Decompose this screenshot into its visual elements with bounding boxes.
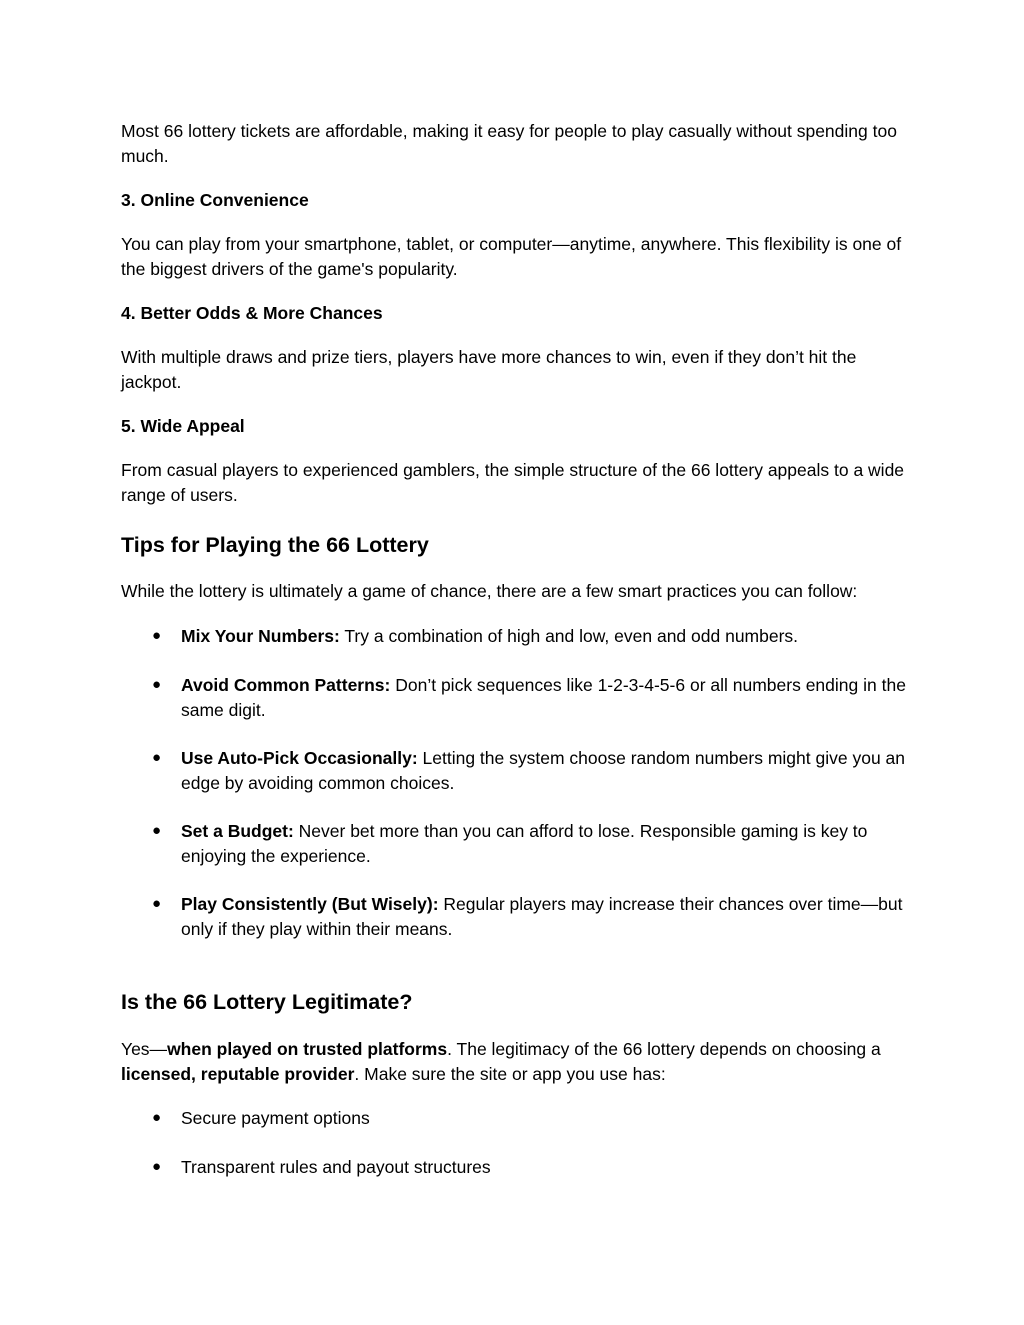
tip-text: Don’t pick sequences like 1-2-3-4-5-6 or all numbers ending in the same digit.	[181, 675, 906, 720]
section-body-wide-appeal: From casual players to experienced gamblers, the simple structure of the 66 lottery appeals to a wide range of users.	[121, 460, 905, 505]
section-heading-better-odds: 4. Better Odds & More Chances	[121, 303, 383, 323]
legit-item-secure-payment: Secure payment options	[181, 1108, 370, 1128]
legit-text-3: . Make sure the site or app you use has:	[354, 1063, 666, 1084]
legit-text-2: . The legitimacy of the 66 lottery depends on choosing a	[447, 1039, 881, 1059]
section-body-online-convenience: You can play from your smartphone, tablet, or computer—anytime, anywhere. This flexibility is one of the biggest drivers of the game's popularity.	[121, 234, 902, 279]
section-heading-wide-appeal: 5. Wide Appeal	[121, 416, 245, 436]
tip-label: Set a Budget:	[181, 821, 294, 841]
bullet-icon: ●	[152, 749, 162, 766]
tip-item-set-budget	[181, 819, 911, 868]
tip-item-play-consistently	[181, 892, 911, 941]
tip-text: Regular players may increase their chances over time—but only if they play within their means.	[181, 894, 903, 939]
section-heading-online-convenience: 3. Online Convenience	[121, 190, 309, 210]
tip-text: Try a combination of high and low, even and odd numbers.	[339, 626, 799, 646]
legit-bold-1: when played on trusted platforms	[167, 1039, 448, 1059]
legit-bold-2: licensed, reputable provider	[121, 1063, 355, 1084]
tip-label: Mix Your Numbers:	[181, 626, 340, 646]
tip-text: Letting the system choose random numbers might give you an edge by avoiding common choices.	[181, 748, 905, 793]
tip-label: Play Consistently (But Wisely):	[181, 894, 439, 914]
tip-label: Avoid Common Patterns:	[181, 675, 391, 695]
legit-paragraph	[121, 1037, 911, 1086]
bullet-icon: ●	[152, 895, 162, 912]
intro-paragraph: Most 66 lottery tickets are affordable, making it easy for people to play casually without spending too much.	[121, 121, 897, 166]
bullet-icon: ●	[152, 822, 162, 839]
legit-text-1: Yes—	[121, 1039, 168, 1059]
tip-item-mix-numbers	[181, 624, 911, 649]
section-body-better-odds: With multiple draws and prize tiers, players have more chances to win, even if they don’t hit the jackpot.	[121, 347, 857, 392]
tip-label: Use Auto-Pick Occasionally:	[181, 748, 418, 768]
tip-text: Never bet more than you can afford to lose. Responsible gaming is key to enjoying the experience.	[181, 821, 868, 866]
bullet-icon: ●	[152, 676, 162, 693]
bullet-icon: ●	[152, 1109, 162, 1126]
bullet-icon: ●	[152, 627, 162, 644]
legit-heading: Is the 66 Lottery Legitimate?	[121, 990, 413, 1014]
tips-intro: While the lottery is ultimately a game of chance, there are a few smart practices you can follow:	[121, 581, 858, 601]
bullet-icon: ●	[152, 1158, 162, 1175]
tips-heading: Tips for Playing the 66 Lottery	[121, 533, 429, 557]
legit-item-transparent-rules: Transparent rules and payout structures	[181, 1157, 491, 1177]
tip-item-auto-pick	[181, 746, 911, 795]
tip-item-avoid-patterns	[181, 673, 911, 722]
